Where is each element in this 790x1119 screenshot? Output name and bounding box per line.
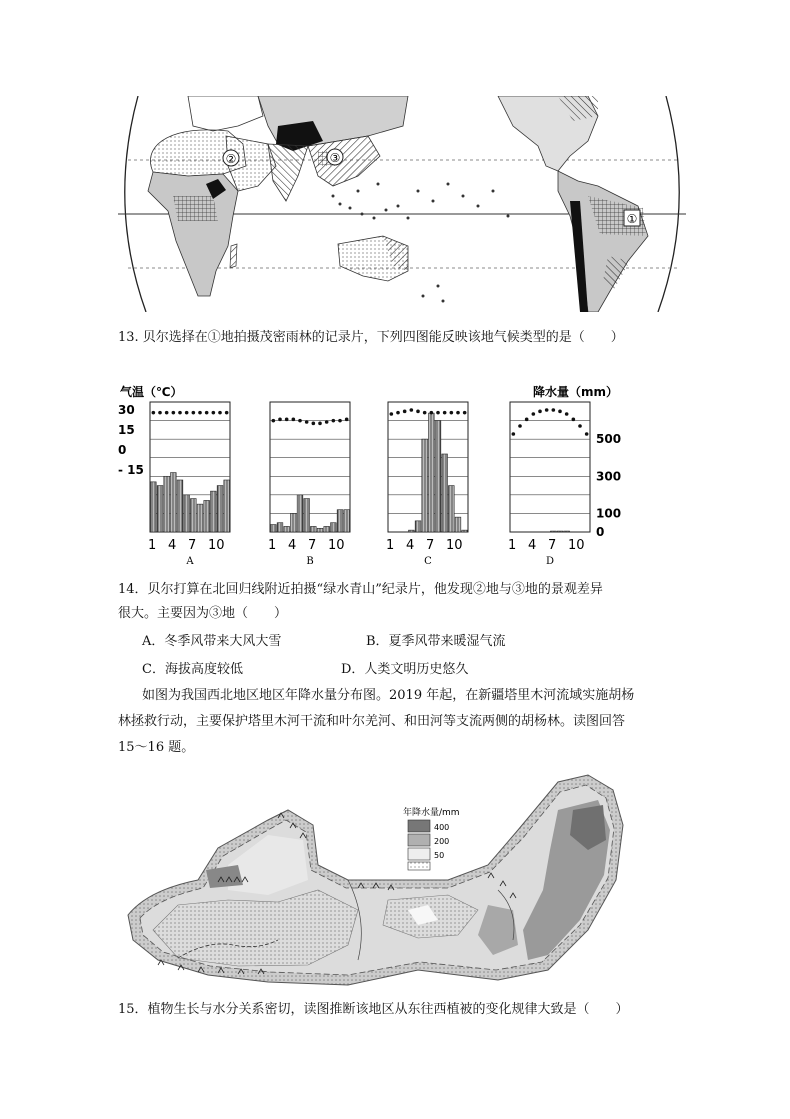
- temp-point: [338, 419, 342, 423]
- temp-point: [423, 411, 427, 415]
- precip-bar: [557, 531, 563, 532]
- temp-point: [525, 418, 529, 422]
- temp-point: [345, 418, 349, 422]
- legend-200: 200: [434, 837, 450, 846]
- precip-tick: 0: [596, 525, 605, 539]
- temp-point: [456, 411, 460, 415]
- temp-point: [403, 410, 407, 414]
- temp-point: [552, 408, 556, 412]
- panel-letter: C: [424, 556, 432, 567]
- precip-bar: [324, 526, 330, 532]
- month-tick: 4: [528, 538, 537, 553]
- precip-bar: [409, 530, 415, 532]
- panel-letter: B: [306, 556, 314, 567]
- temp-point: [198, 411, 202, 415]
- month-tick: 10: [568, 538, 585, 553]
- precip-tick: 300: [596, 469, 622, 484]
- temp-point: [312, 422, 316, 426]
- marker-1: [624, 210, 640, 226]
- temp-point: [332, 419, 336, 423]
- month-tick: 7: [308, 538, 317, 553]
- precip-bar: [177, 480, 183, 532]
- temp-point: [292, 418, 296, 422]
- precip-tick: 100: [596, 506, 622, 521]
- temp-point: [538, 410, 542, 414]
- precip-bar: [297, 495, 303, 532]
- climate-panel-B: [268, 402, 350, 567]
- temp-point: [518, 424, 522, 428]
- precip-bar: [157, 486, 163, 532]
- precip-bar: [291, 513, 297, 532]
- temp-tick: 0: [118, 443, 127, 457]
- precip-axis-label: 降水量（mm）: [533, 385, 619, 399]
- precip-bar: [442, 454, 448, 532]
- intro-line1: 如图为我国西北地区地区年降水量分布图。2019 年起，在新疆塔里木河流域实施胡杨: [142, 688, 635, 703]
- marker-3: [327, 149, 343, 165]
- month-tick: 10: [208, 538, 225, 553]
- option-c[interactable]: C．海拔高度较低: [142, 662, 243, 677]
- intro-line3: 15～16 题。: [118, 740, 195, 755]
- temp-point: [585, 432, 589, 436]
- precip-bar: [277, 523, 283, 532]
- temp-point: [390, 412, 394, 416]
- temp-point: [278, 418, 282, 422]
- temp-point: [318, 422, 322, 426]
- temp-point: [410, 408, 414, 412]
- temp-point: [305, 420, 309, 424]
- precip-bar: [204, 500, 210, 532]
- temp-point: [396, 411, 400, 415]
- temp-point: [430, 411, 434, 415]
- panel-letter: A: [186, 556, 194, 567]
- temp-point: [152, 411, 156, 415]
- temp-point: [558, 410, 562, 414]
- month-tick: 10: [328, 538, 345, 553]
- precip-bar: [311, 526, 317, 532]
- month-tick: 1: [148, 538, 157, 553]
- month-tick: 1: [386, 538, 395, 553]
- panel-frame: [388, 402, 468, 532]
- precip-tick: 500: [596, 432, 622, 447]
- precip-bar: [191, 499, 197, 532]
- intro-line2: 林拯救行动，主要保护塔里木河干流和叶尔羌河、和田河等支流两侧的胡杨林。读图回答: [118, 714, 626, 729]
- climate-charts: [118, 380, 648, 570]
- precip-legend: [403, 806, 460, 870]
- precip-bar: [344, 510, 350, 532]
- temp-point: [572, 418, 576, 422]
- precip-bar: [184, 495, 190, 532]
- precip-bar: [429, 413, 435, 532]
- month-tick: 4: [288, 538, 297, 553]
- temp-point: [165, 411, 169, 415]
- temp-point: [450, 411, 454, 415]
- precip-bar: [304, 499, 310, 532]
- panel-frame: [510, 402, 590, 532]
- legend-50: 50: [434, 851, 445, 860]
- precip-bar: [317, 528, 323, 532]
- world-map: [118, 96, 686, 312]
- temp-point: [205, 411, 209, 415]
- month-tick: 1: [508, 538, 517, 553]
- legend-400: 400: [434, 823, 450, 832]
- question-13: 13. 贝尔选择在①地拍摄茂密雨林的记录片，下列四图能反映该地气候类型的是（ ）: [118, 330, 624, 345]
- temp-point: [225, 411, 229, 415]
- temp-point: [285, 418, 289, 422]
- climate-panel-D: [508, 402, 590, 567]
- precipitation-map: [118, 770, 638, 990]
- panel-letter: D: [545, 556, 555, 567]
- month-tick: 7: [188, 538, 197, 553]
- precip-bar: [564, 531, 570, 532]
- precip-bar: [462, 530, 468, 532]
- precip-bar: [551, 531, 557, 532]
- svg-text:①: ①: [626, 212, 638, 226]
- temp-point: [192, 411, 196, 415]
- temp-point: [325, 420, 329, 424]
- question-14-line1: 14．贝尔打算在北回归线附近拍摄“绿水青山”纪录片，他发现②地与③地的景观差异: [118, 582, 603, 597]
- precip-bar: [331, 523, 337, 532]
- precip-bar: [171, 473, 177, 532]
- option-d[interactable]: D．人类文明历史悠久: [341, 662, 469, 677]
- precip-bar: [211, 491, 217, 532]
- climate-panel-A: [148, 402, 230, 567]
- svg-text:③: ③: [329, 151, 341, 165]
- temp-point: [545, 408, 549, 412]
- temp-axis-label: 气温（℃）: [120, 385, 183, 399]
- month-tick: 4: [168, 538, 177, 553]
- temp-point: [578, 424, 582, 428]
- temp-tick: 30: [118, 403, 135, 417]
- temp-point: [565, 412, 569, 416]
- temp-point: [218, 411, 222, 415]
- temp-tick: - 15: [118, 463, 144, 477]
- option-a[interactable]: A．冬季风带来大风大雪: [142, 634, 282, 649]
- precip-bar: [224, 480, 230, 532]
- temp-point: [443, 411, 447, 415]
- precip-bar: [151, 482, 157, 532]
- question-15: 15．植物生长与水分关系密切，读图推断该地区从东往西植被的变化规律大致是（ ）: [118, 1002, 629, 1017]
- temp-point: [158, 411, 162, 415]
- svg-text:②: ②: [225, 152, 237, 166]
- precip-bar: [217, 486, 223, 532]
- temp-point: [185, 411, 189, 415]
- marker-2: [223, 150, 239, 166]
- precip-bar: [164, 476, 170, 532]
- temp-point: [512, 432, 516, 436]
- precip-bar: [337, 510, 343, 532]
- precip-bar: [271, 525, 277, 532]
- precip-bar: [422, 439, 428, 532]
- option-b[interactable]: B．夏季风带来暖湿气流: [366, 634, 506, 649]
- temp-tick: 15: [118, 423, 135, 437]
- temp-point: [463, 411, 467, 415]
- temp-point: [416, 410, 420, 414]
- temp-point: [436, 411, 440, 415]
- climate-panel-C: [386, 402, 468, 567]
- precip-bar: [435, 421, 441, 532]
- legend-title: 年降水量/mm: [403, 808, 460, 818]
- temp-point: [298, 419, 302, 423]
- precip-bar: [415, 521, 421, 532]
- month-tick: 1: [268, 538, 277, 553]
- temp-point: [172, 411, 176, 415]
- precip-bar: [449, 486, 455, 532]
- month-tick: 10: [446, 538, 463, 553]
- temp-point: [178, 411, 182, 415]
- month-tick: 4: [406, 538, 415, 553]
- temp-point: [272, 419, 276, 423]
- precip-bar: [284, 526, 290, 532]
- question-14-line2: 很大。主要因为③地（ ）: [118, 606, 288, 621]
- temp-point: [532, 412, 536, 416]
- precip-bar: [455, 517, 461, 532]
- temp-point: [212, 411, 216, 415]
- precip-bar: [197, 504, 203, 532]
- month-tick: 7: [548, 538, 557, 553]
- month-tick: 7: [426, 538, 435, 553]
